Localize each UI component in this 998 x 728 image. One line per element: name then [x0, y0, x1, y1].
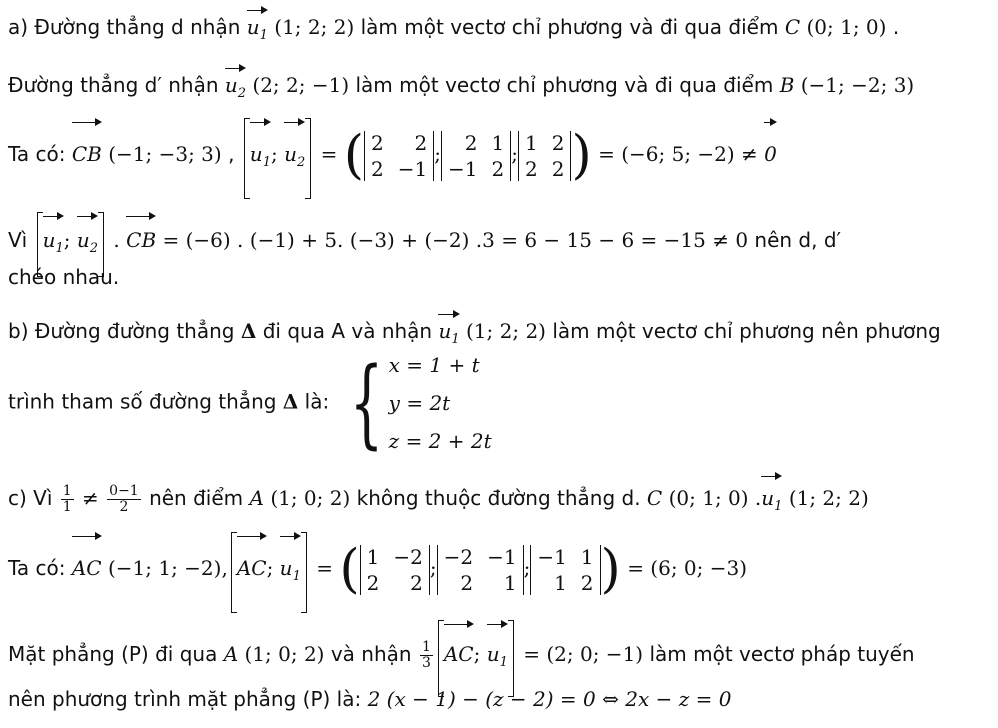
- equation-x: x = 1 + t: [388, 353, 480, 377]
- coords: (0; 1; 0): [806, 15, 887, 39]
- coords: (−1; 1; −2),: [107, 556, 228, 580]
- text: chéo nhau.: [8, 265, 120, 289]
- zero-vector: 0: [764, 124, 777, 184]
- delta-symbol: Δ: [240, 319, 257, 343]
- text: làm một vectơ pháp tuyến: [643, 642, 915, 666]
- line-conclusion-skew: [8, 262, 994, 292]
- text: b) Đường đường thẳng: [8, 319, 241, 343]
- text: Đường thẳng d′ nhận: [8, 73, 225, 97]
- text: Ta có:: [8, 556, 72, 580]
- text: Mặt phẳng (P) đi qua: [8, 642, 224, 666]
- line-cross-product-ac-u1: Ta có: AC (−1; 1; −2), AC; $u_1$ = ( 1 −2 2 2 ; −2 −1 2 1 ; −1 1 1 2 ) = (6; 0; −3): [8, 532, 994, 613]
- determinant-3: 1 2 2 2: [518, 131, 571, 181]
- result: = (6; 0; −3): [627, 556, 748, 580]
- equation-system: { x = 1 + t y = 2t z = 2 + 2t: [349, 347, 492, 459]
- fraction: $\frac{1}{3}$: [421, 639, 431, 671]
- vector-u1: $u_1$: [761, 478, 782, 527]
- text: và nhận: [324, 642, 418, 666]
- equation-z: z = 2 + 2t: [388, 429, 492, 453]
- equation-y: y = 2t: [388, 391, 451, 415]
- cross-product-bracket: $u_1$; $u_2$: [244, 118, 311, 199]
- line-direction-d-prime: [8, 70, 994, 109]
- text: làm một vectơ chỉ phương và đi qua điểm: [354, 15, 785, 39]
- coords: (−1; −3; 3): [108, 142, 222, 166]
- point-label: C: [646, 486, 663, 510]
- text: làm một vectơ chỉ phương nên phương: [545, 319, 941, 343]
- vector-u1: $u_1$: [247, 12, 268, 51]
- point-label: C: [784, 15, 801, 39]
- point-label: B: [779, 73, 795, 97]
- coords: (1; 0; 2): [244, 642, 325, 666]
- text: không thuộc đường thẳng d.: [350, 486, 647, 510]
- line-mixed-product: Vì $u_1$; $u_2$ . CB = (−6) . (−1) + 5. (−3) + (−2) .3 = 6 − 15 − 6 = −15 ≠ 0 nên d, d′: [8, 212, 994, 277]
- line-a-direction-d: [8, 12, 994, 51]
- line-plane-equation: [8, 684, 994, 714]
- text: nên d, d′: [748, 228, 842, 252]
- determinant-2: −2 −1 2 1: [437, 545, 524, 595]
- determinant-1: 2 2 2 −1: [364, 131, 434, 181]
- coords: (2; 2; −1): [252, 73, 350, 97]
- text: Ta có:: [8, 142, 72, 166]
- coords: (1; 2; 2): [788, 486, 869, 510]
- text: c) Vì: [8, 486, 59, 510]
- text: nên phương trình mặt phẳng (P) là:: [8, 687, 368, 711]
- line-c-point-check: c) Vì $\frac{1}{1}$ ≠ $\frac{0-1}{2}$ nên điểm A (1; 0; 2) không thuộc đường thẳng d. C (0; 1; 0) $.u_1$ (1; 2; 2): [8, 478, 994, 527]
- vector-ac: AC: [72, 538, 102, 598]
- determinant-2: 2 1 −1 2: [441, 131, 511, 181]
- calculation: = (−6) . (−1) + 5. (−3) + (−2) .3 = 6 − 15 − 6 = −15 ≠ 0: [162, 228, 749, 252]
- determinant-1: 1 −2 2 2: [360, 545, 430, 595]
- line-cross-product-u1-u2: Ta có: CB (−1; −3; 3) , $u_1$; $u_2$ = ( 2 2 2 −1 ; 2 1 −1 2 ; 1 2 2 2 ) = (−6; 5; −2) ≠ 0: [8, 118, 994, 199]
- text: là:: [298, 389, 336, 414]
- coords: (1; 2; 2): [274, 15, 355, 39]
- text: đi qua A và nhận: [256, 319, 439, 343]
- coords: (1; 0; 2): [270, 486, 351, 510]
- line-parametric-system: [8, 346, 994, 460]
- coords: (0; 1; 0) .: [668, 486, 762, 510]
- fraction: $\frac{1}{1}$: [62, 483, 72, 515]
- cross-product-bracket: AC; $u_1$: [438, 620, 514, 697]
- plane-equation: 2 (x − 1) − (z − 2) = 0 ⇔ 2x − z = 0: [367, 687, 732, 711]
- vector-cb: CB: [126, 218, 156, 262]
- cross-product-bracket: AC; $u_1$: [231, 532, 307, 613]
- point-label: A: [223, 642, 239, 666]
- delta-symbol: Δ: [282, 389, 299, 414]
- vector-cb: CB: [72, 124, 102, 184]
- fraction: $\frac{0-1}{2}$: [109, 483, 139, 515]
- text: trình tham số đường thẳng: [8, 389, 283, 414]
- result: = (−6; 5; −2) ≠: [598, 142, 765, 166]
- coords: (1; 2; 2): [466, 319, 546, 343]
- text: a) Đường thẳng d nhận: [8, 15, 247, 39]
- determinant-3: −1 1 1 2: [530, 545, 600, 595]
- coords: (−1; −2; 3): [800, 73, 915, 97]
- text: .: [886, 15, 900, 39]
- vector-u1: $u_1$: [438, 316, 459, 355]
- cross-product-bracket: $u_1$; $u_2$: [37, 212, 104, 277]
- point-label: A: [249, 486, 264, 510]
- text: Vì: [8, 228, 34, 252]
- text: làm một vectơ chỉ phương và đi qua điểm: [349, 73, 780, 97]
- result: = (2; 0; −1): [523, 642, 644, 666]
- text: ,: [221, 142, 241, 166]
- vector-u2: $u_2$: [225, 70, 246, 109]
- text: nên điểm: [142, 486, 250, 510]
